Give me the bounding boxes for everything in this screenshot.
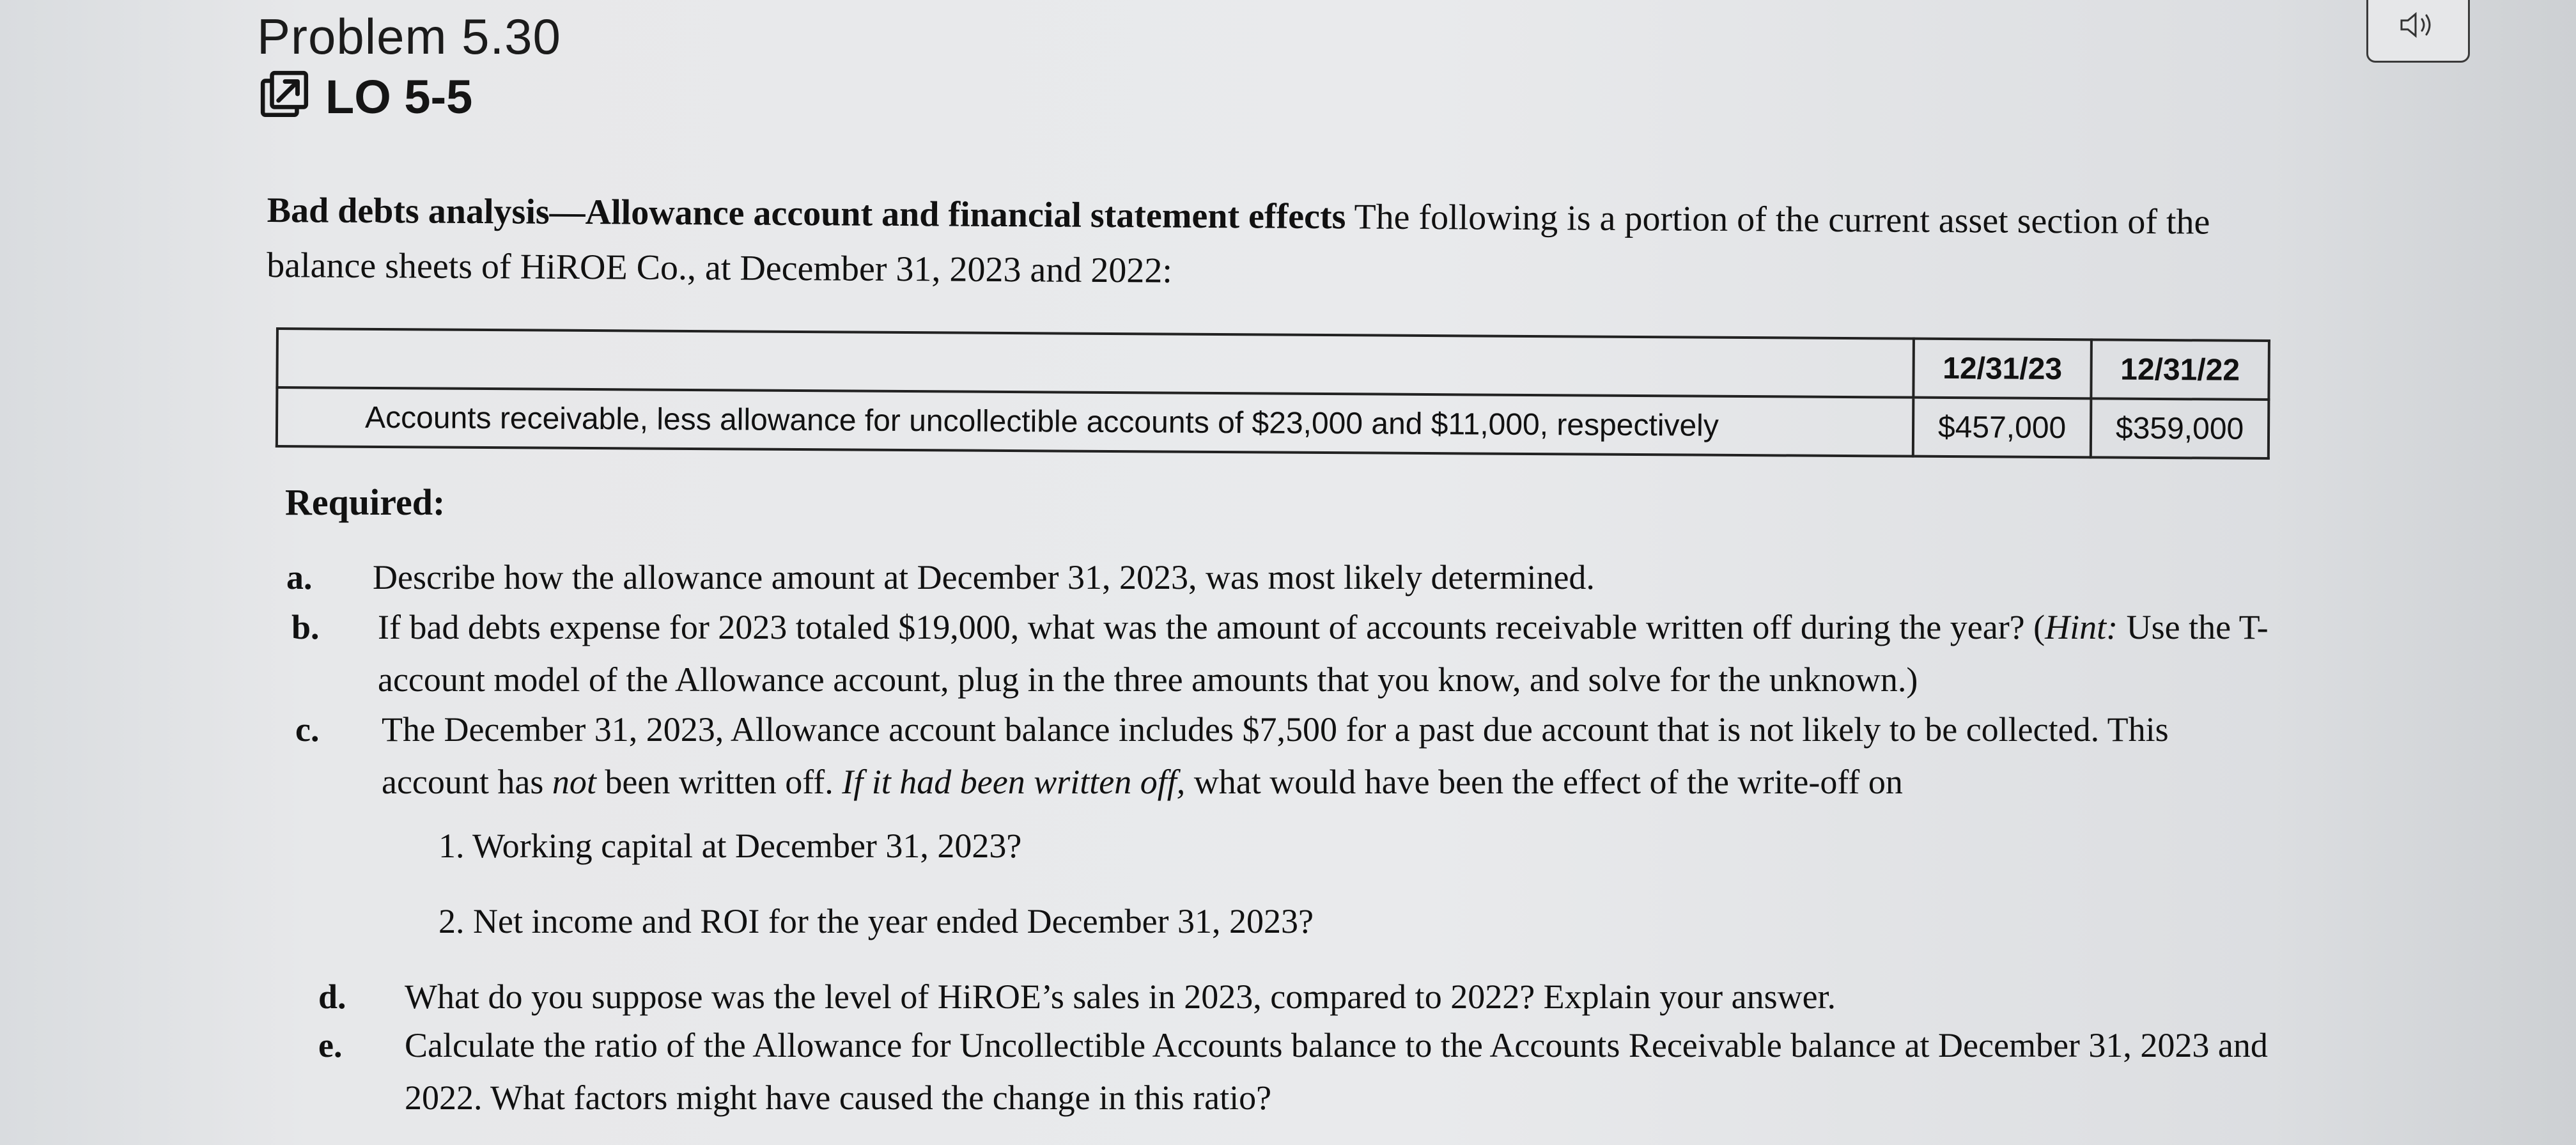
- value-2023: $457,000: [1913, 398, 2091, 458]
- question-marker: d.: [318, 978, 346, 1016]
- problem-intro: [267, 183, 2281, 305]
- table-header-blank: [277, 329, 1914, 398]
- question-text: Calculate the ratio of the Allowance for Uncollectible Accounts balance to the Accounts Receivable balance at December 31, 2023 and 2022. What factors might have caused the change in this ratio?: [405, 1026, 2268, 1117]
- learning-objective-link[interactable]: [259, 69, 472, 125]
- question-c-subitem-2: 2. Net income and ROI for the year ended December 31, 2023?: [438, 902, 1314, 940]
- problem-heading: Bad debts analysis—Allowance account and financial statement effects: [267, 190, 1346, 237]
- problem-intro-text: The following is a portion of the current asset section of the balance sheets of HiROE Co., at December 31, 2023 and 2022:: [267, 197, 2210, 291]
- question-c: [295, 703, 2251, 808]
- question-marker: a.: [286, 558, 313, 596]
- balance-sheet-table: [275, 327, 2270, 460]
- value-2022: $359,000: [2091, 398, 2269, 458]
- question-text: If bad debts expense for 2023 totaled $19,000, what was the amount of accounts receivable written off during the year? (Hint: Use the T-account model of the Allowance account, plug in the three amounts that you know, and solve for the unknown.): [378, 608, 2269, 699]
- row-label-accounts-receivable: Accounts receivable, less allowance for uncollectible accounts of $23,000 and $11,000, respectively: [277, 387, 1914, 456]
- hint-label: Hint:: [2045, 608, 2118, 646]
- question-marker: b.: [291, 608, 320, 646]
- question-text: The December 31, 2023, Allowance account balance includes $7,500 for a past due account that is not likely to be collected. This account has not been written off. If it had been written off, what would have been the effect of the write-off on: [382, 710, 2169, 801]
- question-b: [291, 601, 2273, 706]
- question-d: [318, 970, 2268, 1023]
- problem-title: Problem 5.30: [257, 8, 561, 65]
- column-header-2023: 12/31/23: [1913, 339, 2091, 399]
- question-marker: c.: [295, 710, 320, 749]
- question-marker: e.: [318, 1026, 343, 1064]
- external-link-icon: [259, 69, 311, 125]
- column-header-2022: 12/31/22: [2091, 339, 2269, 400]
- lo-label: LO 5-5: [325, 70, 473, 123]
- question-c-subitem-1: 1. Working capital at December 31, 2023?: [438, 827, 1022, 865]
- required-label: Required:: [285, 481, 446, 523]
- question-e: [318, 1019, 2268, 1124]
- question-text: What do you suppose was the level of HiROE’s sales in 2023, compared to 2022? Explain your answer.: [405, 978, 1836, 1016]
- question-text: Describe how the allowance amount at December 31, 2023, was most likely determined.: [373, 558, 1595, 596]
- speaker-icon: [2398, 9, 2439, 41]
- table-row: [277, 387, 2269, 458]
- read-aloud-button[interactable]: [2366, 0, 2470, 63]
- question-a: [286, 551, 2268, 604]
